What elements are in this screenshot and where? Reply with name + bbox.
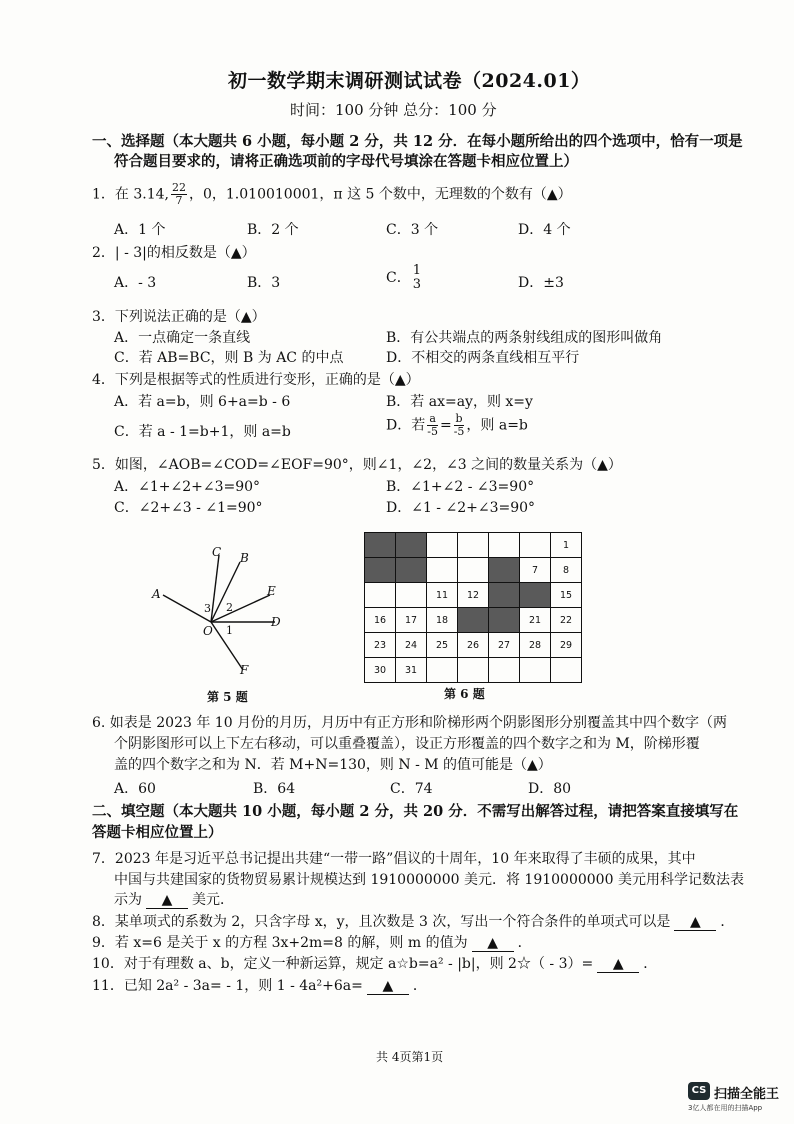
question-7: 7．2023 年是习近平总书记提出共建“一带一路”倡议的十周年，10 年来取得了丰硕的成果，其中 [92, 851, 696, 867]
section1-heading-cont: 符合题目要求的，请将正确选项前的字母代号填涂在答题卡相应位置上） [114, 153, 578, 170]
calendar-cell: 27 [489, 633, 520, 658]
q4-d-pre: D．若 [386, 417, 426, 434]
calendar-cell [489, 608, 520, 633]
calendar-cell [365, 558, 396, 583]
q4-d-f2-den: -5 [453, 425, 465, 438]
section2-heading-cont: 答题卡相应位置上） [92, 824, 223, 841]
calendar-cell [489, 583, 520, 608]
q1-text-pre: 1．在 3.14, [92, 186, 169, 203]
q1-option-d: D．4 个 [518, 222, 571, 238]
q4-d-post: ，则 a=b [466, 417, 528, 434]
calendar-cell: 21 [520, 608, 551, 633]
figure-6-caption: 第 6 题 [444, 687, 485, 701]
q3-option-c: C．若 AB=BC，则 B 为 AC 的中点 [114, 350, 344, 366]
q2-option-c-fraction [413, 264, 421, 292]
calendar-cell: 22 [551, 608, 582, 633]
calendar-cell [365, 583, 396, 608]
calendar-cell: 11 [427, 583, 458, 608]
figure-5-caption: 第 5 题 [207, 690, 248, 704]
calendar-cell: 29 [551, 633, 582, 658]
question-1 [92, 182, 572, 207]
page-footer: 共 4页第1页 [376, 1050, 444, 1064]
calendar-row [365, 533, 582, 558]
q1-option-b: B．2 个 [247, 222, 299, 238]
question-6: 6. 如表是 2023 年 10 月份的月历，月历中有正方形和阶梯形两个阴影图形分别覆盖其中四个数字（两 [92, 715, 728, 731]
calendar-cell: 7 [520, 558, 551, 583]
q9-answer-blank: ▲ [472, 935, 514, 952]
figure-6-calendar [364, 532, 582, 683]
calendar-row [365, 633, 582, 658]
calendar-cell [520, 658, 551, 683]
question-4: 4．下列是根据等式的性质进行变形，正确的是（▲） [92, 372, 420, 388]
calendar-row [365, 608, 582, 633]
q1-option-c: C．3 个 [386, 222, 439, 238]
q2-option-a: A．- 3 [114, 275, 157, 291]
calendar-cell: 23 [365, 633, 396, 658]
q5-option-d: D．∠1 - ∠2+∠3=90° [386, 500, 536, 516]
q1-fraction [171, 182, 187, 207]
question-7-cont1: 中国与共建国家的货物贸易累计规模达到 1910000000 美元．将 1910000000 美元用科学记数法表 [114, 872, 744, 888]
calendar-cell: 25 [427, 633, 458, 658]
q3-option-b: B．有公共端点的两条射线组成的图形叫做角 [386, 330, 663, 346]
q9-post: ． [517, 935, 532, 951]
q4-option-b: B．若 ax=ay，则 x=y [386, 394, 533, 410]
question-8 [92, 911, 734, 931]
question-6-cont1: 个阴影图形可以上下左右移动，可以重叠覆盖），设正方形覆盖的四个数字之和为 M，阶梯形覆 [114, 736, 700, 752]
q7-post: 美元． [192, 892, 234, 908]
calendar-cell [396, 583, 427, 608]
q4-option-c: C．若 a - 1=b+1，则 a=b [114, 424, 291, 440]
calendar-cell: 17 [396, 608, 427, 633]
q4-d-frac1 [427, 413, 438, 438]
q3-option-a: A．一点确定一条直线 [114, 330, 251, 346]
label-a: A [152, 587, 161, 601]
section1-heading: 一、选择题（本大题共 6 小题，每小题 2 分，共 12 分．在每小题所给出的四个选项中，恰有一项是 [92, 133, 743, 150]
question-5: 5．如图，∠AOB=∠COD=∠EOF=90°，则∠1，∠2，∠3 之间的数量关系为（▲） [92, 457, 622, 473]
calendar-cell: 8 [551, 558, 582, 583]
q3-option-d: D．不相交的两条直线相互平行 [386, 350, 580, 366]
calendar-cell [396, 558, 427, 583]
calendar-cell: 31 [396, 658, 427, 683]
calendar-cell [458, 533, 489, 558]
q4-option-d [386, 413, 528, 438]
q1-frac-den: 7 [175, 194, 183, 207]
exam-title: 初一数学期末调研测试试卷（2024.01） [228, 70, 591, 92]
q4-d-f1-num: a [427, 413, 438, 426]
angle-2-label: 2 [226, 601, 233, 614]
calendar-cell [365, 533, 396, 558]
calendar-row [365, 583, 582, 608]
calendar-cell [458, 558, 489, 583]
label-c: C [212, 545, 222, 559]
question-7-cont2 [114, 889, 234, 909]
calendar-cell [489, 558, 520, 583]
calendar-cell [396, 533, 427, 558]
q8-text: 8．某单项式的系数为 2，只含字母 x，y，且次数是 3 次，写出一个符合条件的单项式可以是 [92, 914, 671, 930]
calendar-cell [489, 533, 520, 558]
q2-option-d: D．±3 [518, 275, 564, 291]
exam-subtitle: 时间：100 分钟 总分：100 分 [290, 101, 497, 119]
question-3: 3．下列说法正确的是（▲） [92, 309, 266, 325]
calendar-cell: 16 [365, 608, 396, 633]
q4-d-f2-num: b [455, 412, 463, 425]
calendar-row [365, 558, 582, 583]
calendar-cell: 15 [551, 583, 582, 608]
calendar-cell [458, 658, 489, 683]
q2-option-c-label: C． [386, 270, 411, 286]
q5-option-c: C．∠2+∠3 - ∠1=90° [114, 500, 263, 516]
calendar-cell: 12 [458, 583, 489, 608]
figure-5-angle-diagram [140, 540, 300, 690]
q11-answer-blank: ▲ [367, 978, 409, 995]
ray-oc [211, 555, 219, 622]
q1-frac-num: 22 [171, 181, 186, 194]
q4-option-a: A．若 a=b，则 6+a=b - 6 [114, 394, 291, 410]
question-10 [92, 953, 657, 973]
camscanner-logo: CS [688, 1082, 710, 1100]
calendar-cell [520, 533, 551, 558]
q7-pre: 示为 [114, 892, 142, 908]
q6-option-c: C．74 [390, 781, 433, 797]
q2-option-b: B．3 [247, 275, 281, 291]
calendar-cell [427, 658, 458, 683]
question-9 [92, 932, 532, 952]
camscanner-slogan: 3亿人都在用的扫描App [688, 1104, 763, 1112]
question-11 [92, 975, 427, 995]
q2-c-den: 3 [412, 277, 421, 292]
calendar-cell: 28 [520, 633, 551, 658]
q8-answer-blank: ▲ [674, 914, 716, 931]
camscanner-brand: 扫描全能王 [714, 1087, 780, 1102]
calendar-cell [427, 533, 458, 558]
q4-d-f1-den: -5 [427, 425, 438, 438]
angle-1-label: 1 [226, 624, 233, 637]
q1-text-post: ，0，1.010010001，π 这 5 个数中，无理数的个数有（▲） [188, 186, 572, 203]
q10-text: 10．对于有理数 a、b，定义一种新运算，规定 a☆b=a² - |b|，则 2☆（ - 3）= [92, 956, 594, 972]
label-b: B [240, 551, 249, 565]
question-2: 2．| - 3|的相反数是（▲） [92, 245, 256, 261]
q5-option-b: B．∠1+∠2 - ∠3=90° [386, 479, 535, 495]
label-f: F [240, 663, 249, 677]
q6-option-a: A．60 [114, 781, 156, 797]
q11-post: ． [412, 978, 427, 994]
calendar-cell: 24 [396, 633, 427, 658]
q2-option-c [386, 264, 423, 292]
section2-heading: 二、填空题（本大题共 10 小题，每小题 2 分，共 20 分．不需写出解答过程，请把答案直接填写在 [92, 803, 739, 820]
calendar-cell: 18 [427, 608, 458, 633]
label-d: D [271, 615, 281, 629]
label-e: E [267, 584, 276, 598]
calendar-cell [489, 658, 520, 683]
calendar-cell [551, 658, 582, 683]
q7-answer-blank: ▲ [146, 892, 188, 909]
q1-option-a: A．1 个 [114, 222, 166, 238]
q10-post: ． [643, 956, 658, 972]
label-o: O [203, 624, 213, 638]
angle-3-label: 3 [204, 602, 211, 615]
calendar-cell: 26 [458, 633, 489, 658]
q9-text: 9．若 x=6 是关于 x 的方程 3x+2m=8 的解，则 m 的值为 [92, 935, 468, 951]
q6-option-b: B．64 [253, 781, 296, 797]
q2-c-num: 1 [412, 263, 421, 278]
q5-option-a: A．∠1+∠2+∠3=90° [114, 479, 261, 495]
calendar-cell: 30 [365, 658, 396, 683]
calendar-cell [458, 608, 489, 633]
calendar-row [365, 658, 582, 683]
q10-answer-blank: ▲ [597, 956, 639, 973]
q8-post: ． [720, 914, 735, 930]
q6-option-d: D．80 [528, 781, 572, 797]
q11-text: 11．已知 2a² - 3a= - 1，则 1 - 4a²+6a= [92, 978, 363, 994]
calendar-cell [427, 558, 458, 583]
calendar-cell [520, 583, 551, 608]
question-6-cont2: 盖的四个数字之和为 N．若 M+N=130，则 N - M 的值可能是（▲） [114, 757, 552, 773]
calendar-cell: 1 [551, 533, 582, 558]
q4-d-frac2 [454, 413, 465, 438]
q4-d-eq: = [439, 417, 452, 434]
ray-oe [211, 595, 270, 622]
